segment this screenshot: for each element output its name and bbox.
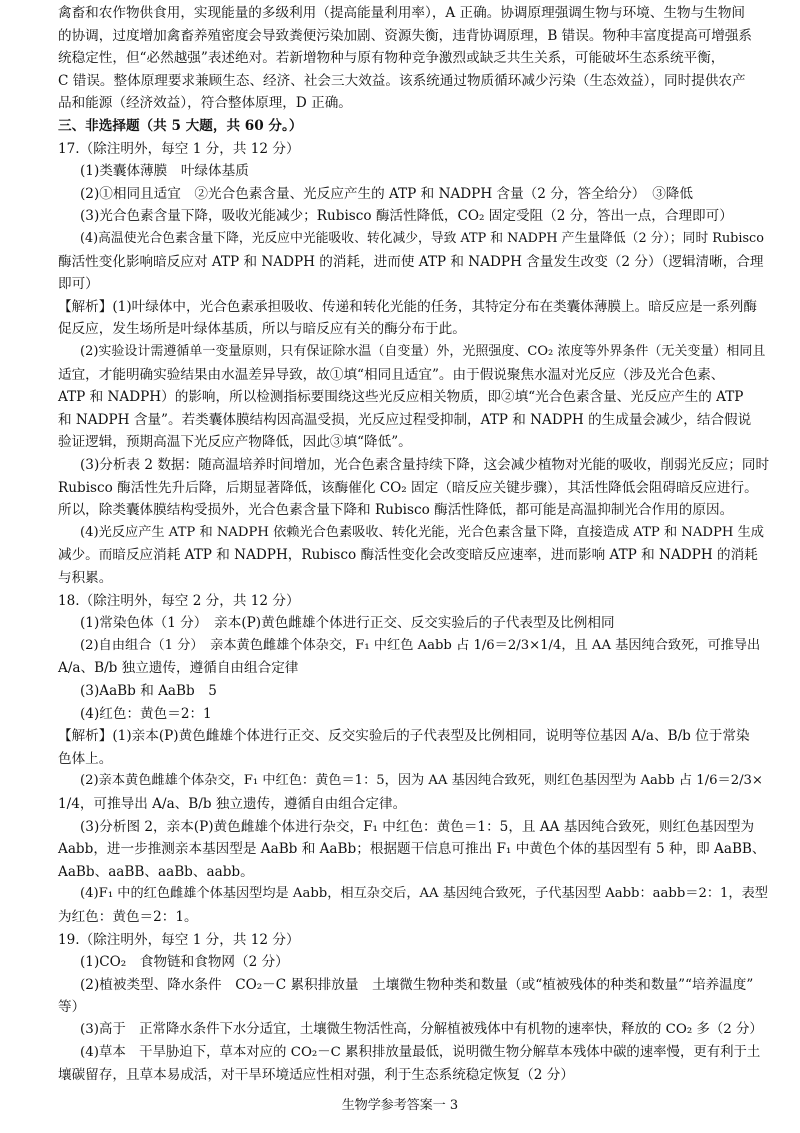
answer-18-4: (4)红色：黄色＝2：1 [80, 705, 212, 722]
text-line: 验证逻辑，预期高温下光反应产物降低，因此③填“降低”。 [58, 434, 412, 451]
answer-17-4: (4)高温使光合色素含量下降，光反应中光能吸收、转化减少，导致 ATP 和 NADPH 产生量降低（2 分）；同时 Rubisco [80, 231, 764, 246]
answer-17-1: (1)类囊体薄膜 叶绿体基质 [80, 163, 249, 180]
page-footer: 生物学参考答案一 3 [341, 1098, 459, 1113]
text-line: 色体上。 [58, 750, 113, 767]
answer-19-3: (3)高于 正常降水条件下水分适宜，土壤微生物活性高，分解植被残体中有机物的速率快，释放的 CO₂ 多（2 分） [80, 1022, 763, 1037]
answer-18-1: (1)常染色体（1 分） 亲本(P)黄色雌雄个体进行正交、反交实验后的子代表型及比例相同 [80, 615, 615, 632]
text-line: 统稳定性，但“必然越强”表述绝对。若新增物种与原有物种竞争激烈或缺乏共生关系，可能破坏生态系统平衡， [58, 50, 725, 67]
text-line: 酶活性变化影响暗反应对 ATP 和 NADPH 的消耗，进而使 ATP 和 NADPH 含量发生改变（2 分）（逻辑清晰，合理 [58, 253, 764, 270]
answer-17-3: (3)光合色素含量下降，吸收光能减少；Rubisco 酶活性降低，CO₂ 固定受阻（2 分，答出一点，合理即可） [80, 208, 733, 225]
text-line: 1/4，可推导出 A/a、B/b 独立遗传，遵循自由组合定律。 [58, 796, 407, 812]
question-header-17: 17.（除注明外，每空 1 分，共 12 分） [58, 140, 300, 157]
text-line: 品和能源（经济效益），符合整体原理，D 正确。 [58, 95, 352, 112]
text-line: C 错误。整体原理要求兼顾生态、经济、社会三大效益。该系统通过物质循环减少污染（生态效益），同时提供农产 [58, 72, 746, 89]
analysis-17: 【解析】(1)叶绿体中，光合色素承担吸收、传递和转化光能的任务，其特定分布在类囊体薄膜上。暗反应是一系列酶 [58, 298, 757, 315]
text-line: 所以，除类囊体膜结构受损外，光合色素含量下降和 Rubisco 酶活性降低，都可能是高温抑制光合作用的原因。 [58, 502, 734, 519]
text-line: (3)分析表 2 数据：随高温培养时间增加，光合色素含量持续下降，这会减少植物对光能的吸收，削弱光反应；同时 [80, 457, 770, 473]
answer-18-3: (3)AaBb 和 AaBb 5 [80, 683, 217, 699]
question-header-19: 19.（除注明外，每空 1 分，共 12 分） [58, 931, 300, 948]
section-heading: 三、非选择题（共 5 大题，共 60 分。） [58, 118, 303, 134]
answer-19-4: (4)草本 干旱胁迫下，草本对应的 CO₂－C 累积排放量最低，说明微生物分解草本残体中碳的速率慢，更有利于土 [80, 1044, 761, 1060]
text-line: 等） [58, 999, 86, 1016]
text-line: A/a、B/b 独立遗传，遵循自由组合定律 [58, 660, 299, 677]
text-line: 适宜，才能明确实验结果由水温差异导致，故①填“相同且适宜”。由于假说聚焦水温对光反应（涉及光合色素、 [58, 366, 725, 383]
text-line: (4)光反应产生 ATP 和 NADPH 依赖光合色素吸收、转化光能，光合色素含量下降，直接造成 ATP 和 NADPH 生成 [80, 524, 764, 540]
answer-19-2: (2)植被类型、降水条件 CO₂－C 累积排放量 土壤微生物种类和数量（或“植被残体的种类和数量”“培养温度” [80, 976, 754, 993]
text-line: 即可） [58, 276, 99, 293]
text-line: 与积累。 [58, 570, 113, 586]
question-header-18: 18.（除注明外，每空 2 分，共 12 分） [58, 592, 300, 609]
text-line: 减少。而暗反应消耗 ATP 和 NADPH，Rubisco 酶活性变化会改变暗反应速率，进而影响 ATP 和 NADPH 的消耗 [58, 547, 758, 564]
text-line: (2)亲本黄色雌雄个体杂交，F₁ 中红色：黄色＝1：5，因为 AA 基因纯合致死，则红色基因型为 Aabb 占 1/6＝2/3× [80, 773, 763, 789]
text-line: 和 NADPH 含量”。若类囊体膜结构因高温受损，光反应过程受抑制，ATP 和 NADPH 的生成量会减少，结合假说 [58, 411, 752, 428]
text-line: (4)F₁ 中的红色雌雄个体基因型均是 Aabb，相互杂交后，AA 基因纯合致死，子代基因型 Aabb：aabb＝2：1，表型 [80, 886, 768, 902]
answer-19-1: (1)CO₂ 食物链和食物网（2 分） [80, 954, 289, 971]
text-line: (3)分析图 2，亲本(P)黄色雌雄个体进行杂交，F₁ 中红色：黄色＝1：5，且 AA 基因纯合致死，则红色基因型为 [80, 818, 755, 835]
text-line: Rubisco 酶活性先升后降，后期显著降低，该酶催化 CO₂ 固定（暗反应关键步骤），其活性降低会阻碍暗反应进行。 [58, 479, 758, 496]
text-line: AaBb、aaBB、aaBb、aabb。 [58, 863, 254, 880]
text-line: 为红色：黄色＝2：1。 [58, 909, 198, 925]
answer-17-2: (2)①相同且适宜 ②光合色素含量、光反应产生的 ATP 和 NADPH 含量（2 分，答全给分） ③降低 [80, 185, 693, 202]
text-line: 禽畜和农作物供食用，实现能量的多级利用（提高能量利用率），A 正确。协调原理强调生物与环境、生物与生物间 [58, 5, 746, 21]
answer-18-2: (2)自由组合（1 分） 亲本黄色雌雄个体杂交，F₁ 中红色 Aabb 占 1/6＝2/3×1/4，且 AA 基因纯合致死，可推导出 [80, 637, 761, 653]
text-line: ATP 和 NADPH）的影响，所以检测指标要围绕这些光反应相关物质，即②填“光合色素含量、光反应产生的 ATP [58, 389, 744, 406]
analysis-18: 【解析】(1)亲本(P)黄色雌雄个体进行正交、反交实验后的子代表型及比例相同，说明等位基因 A/a、B/b 位于常染 [58, 728, 750, 745]
text-line: 促反应，发生场所是叶绿体基质，所以与暗反应有关的酶分布于此。 [58, 321, 466, 338]
text-line: (2)实验设计需遵循单一变量原则，只有保证除水温（自变量）外，光照强度、CO₂ 浓度等外界条件（无关变量）相同且 [80, 344, 766, 359]
text-line: 的协调，过度增加禽畜养殖密度会导致粪便污染加剧、资源失衡，违背协调原理，B 错误。物种丰富度提高可增强系 [58, 27, 752, 44]
text-line: Aabb，进一步推测亲本基因型是 AaBb 和 AaBb；根据题干信息可推出 F₁ 中黄色个体的基因型有 5 种，即 AaBB、 [58, 841, 766, 858]
text-line: 壤碳留存，且草本易成活，对干旱环境适应性相对强，利于生态系统稳定恢复（2 分） [58, 1067, 574, 1084]
